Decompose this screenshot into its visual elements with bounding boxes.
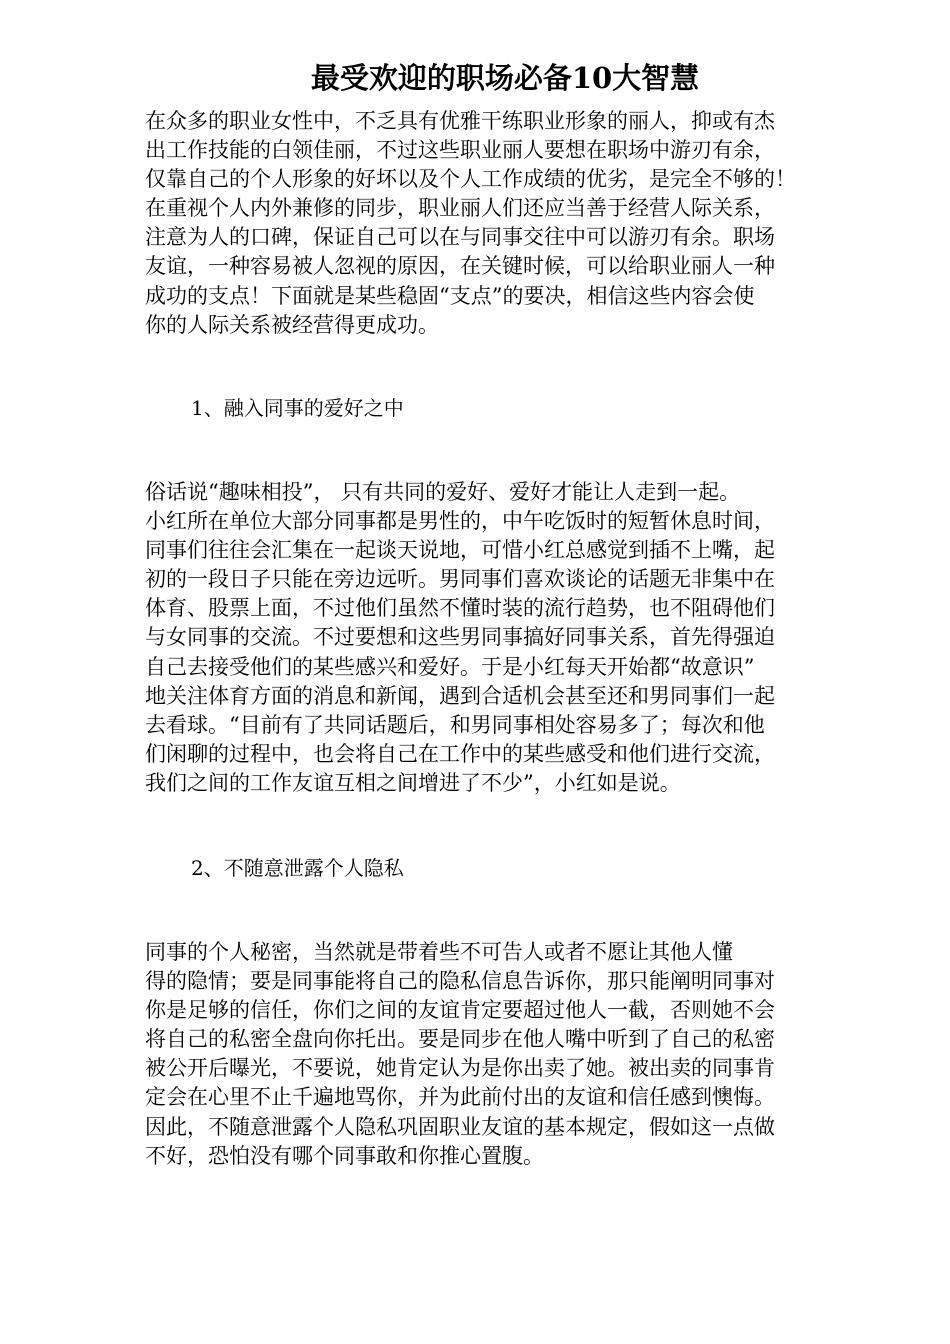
document-title: 最受欢迎的职场必备10大智慧 (310, 61, 700, 95)
section-2-body: 同事的个人秘密，当然就是带着些不可告人或者不愿让其他人懂 得的隐情；要是同事能将自己的隐私信息告诉你，那只能阐明同事对 你是足够的信任，你们之间的友谊肯定要超过他人一截，否则她不会 将自己的私密全盘向你托出。要是同步在他人嘴中听到了自己的私密 被公开后曝光，不要说，她肯定认为是你出卖了她。被出卖的同事肯 定会在心里不止千遍地骂你，并为此前付出的友谊和信任感到懊悔。 因此，不随意泄露个人隐私巩固职业友谊的基本规定，假如这一点做 不好，恐怕没有哪个同事敢和你推心置腹。 (145, 940, 775, 1168)
section-1-heading: 1、融入同事的爱好之中 (191, 396, 404, 420)
section-1-body: 俗话说“趣味相投”， 只有共同的爱好、爱好才能让人走到一起。 小红所在单位大部分同事都是男性的，中午吃饭时的短暂休息时间， 同事们往往会汇集在一起谈天说地，可惜小红总感觉到插不上嘴，起 初的一段日子只能在旁边远听。男同事们喜欢谈论的话题无非集中在 体育、股票上面，不过他们虽然不懂时装的流行趋势，也不阻碍他们 与女同事的交流。不过要想和这些男同事搞好同事关系，首先得强迫 自己去接受他们的某些感兴和爱好。于是小红每天开始都“故意识” 地关注体育方面的消息和新闻，遇到合适机会甚至还和男同事们一起 去看球。“目前有了共同话题后，和男同事相处容易多了；每次和他 们闲聊的过程中，也会将自己在工作中的某些感受和他们进行交流， 我们之间的工作友谊互相之间增进了不少”，小红如是说。 (145, 480, 775, 795)
intro-paragraph: 在众多的职业女性中，不乏具有优雅干练职业形象的丽人，抑或有杰 出工作技能的白领佳丽，不过这些职业丽人要想在职场中游刃有余， 仅靠自己的个人形象的好坏以及个人工作成绩的优劣，是完全不够的！ 在重视个人内外兼修的同步，职业丽人们还应当善于经营人际关系， 注意为人的口碑，保证自己可以在与同事交往中可以游刃有余。职场 友谊，一种容易被人忽视的原因，在关键时候，可以给职业丽人一种 成功的支点！下面就是某些稳固“支点”的要决，相信这些内容会使 你的人际关系被经营得更成功。 (145, 109, 796, 337)
section-2-heading: 2、不随意泄露个人隐私 (191, 856, 404, 880)
